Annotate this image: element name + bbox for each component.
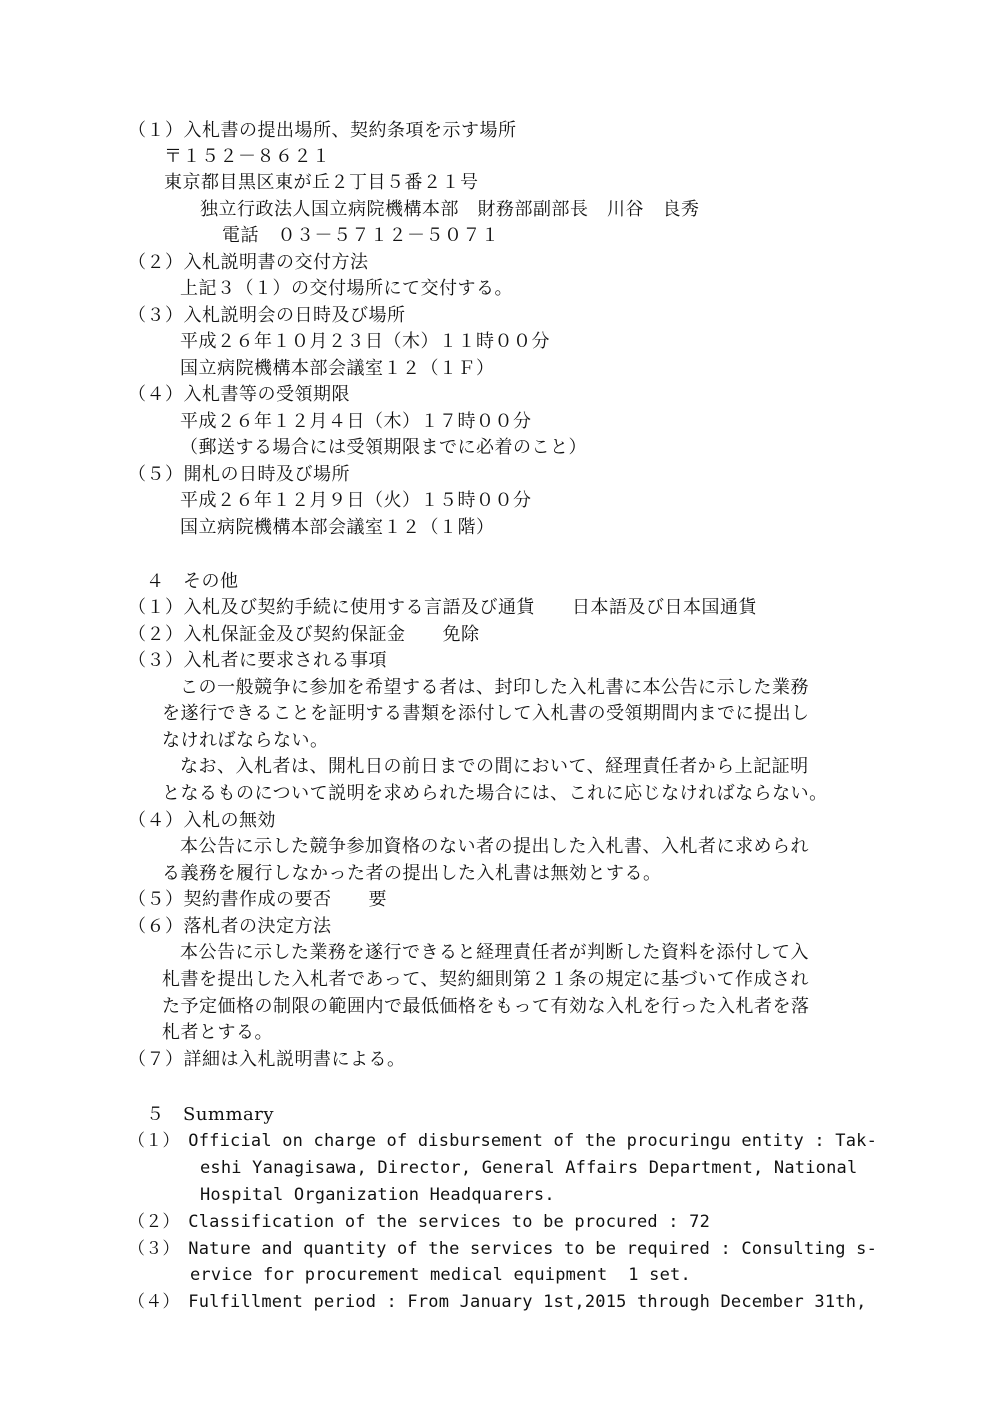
item-5-heading: （５）開札の日時及び場所: [128, 464, 350, 485]
paragraph-line: なお、入札者は、開札日の前日までの間において、経理責任者から上記証明: [180, 756, 809, 777]
summary-line: ervice for procurement medical equipment 1 set.: [190, 1265, 691, 1285]
section-5-title: ５ Summary: [146, 1104, 275, 1125]
paragraph-line: る義務を履行しなかった者の提出した入札書は無効とする。: [162, 863, 662, 884]
item-2-body: 上記３（１）の交付場所にて交付する。: [180, 278, 513, 299]
item-3-heading: （３）入札説明会の日時及び場所: [128, 305, 406, 326]
deadline-note: （郵送する場合には受領期限までに必着のこと）: [180, 437, 587, 458]
briefing-datetime: 平成２６年１０月２３日（木）１１時００分: [180, 331, 550, 352]
summary-item-2: （２） Classification of the services to be procured : 72: [128, 1212, 711, 1232]
opening-datetime: 平成２６年１２月９日（火）１５時００分: [180, 490, 532, 511]
paragraph-line: となるものについて説明を求められた場合には、これに応じなければならない。: [162, 783, 828, 804]
section-4-item-2: （２）入札保証金及び契約保証金 免除: [128, 624, 480, 645]
section-4-item-1: （１）入札及び契約手続に使用する言語及び通貨 日本語及び日本国通貨: [128, 597, 757, 618]
summary-line: Hospital Organization Headquarers.: [200, 1185, 555, 1205]
section-4-title: ４ その他: [146, 571, 239, 592]
paragraph-line: なければならない。: [162, 730, 329, 751]
address: 東京都目黒区東が丘２丁目５番２１号: [164, 172, 479, 193]
deadline-datetime: 平成２６年１２月４日（木）１７時００分: [180, 411, 532, 432]
item-2-heading: （２）入札説明書の交付方法: [128, 252, 369, 273]
paragraph-line: を遂行できることを証明する書類を添付して入札書の受領期間内までに提出し: [162, 703, 810, 724]
summary-line: eshi Yanagisawa, Director, General Affairs Department, National: [200, 1158, 858, 1178]
section-4-item-5: （５）契約書作成の要否 要: [128, 889, 387, 910]
section-4-item-7: （７）詳細は入札説明書による。: [128, 1049, 406, 1070]
summary-item-1: （１） Official on charge of disbursement of the procuringu entity : Tak-: [128, 1131, 878, 1151]
postal-code: 〒１５２－８６２１: [164, 146, 331, 167]
section-4-item-3-heading: （３）入札者に要求される事項: [128, 650, 387, 671]
section-4-item-4-heading: （４）入札の無効: [128, 810, 276, 831]
summary-item-4: （４） Fulfillment period : From January 1st,2015 through December 31th,: [128, 1292, 867, 1312]
phone-number: 電話 ０３－５７１２－５０７１: [222, 225, 500, 246]
section-4-item-6-heading: （６）落札者の決定方法: [128, 916, 332, 937]
item-1-heading: （１）入札書の提出場所、契約条項を示す場所: [128, 120, 517, 141]
item-4-heading: （４）入札書等の受領期限: [128, 384, 350, 405]
paragraph-line: この一般競争に参加を希望する者は、封印した入札書に本公告に示した業務: [180, 677, 809, 698]
paragraph-line: た予定価格の制限の範囲内で最低価格をもって有効な入札を行った入札者を落: [162, 996, 810, 1017]
opening-location: 国立病院機構本部会議室１２（１階）: [180, 517, 495, 538]
summary-item-3: （３） Nature and quantity of the services to be required : Consulting s-: [128, 1239, 878, 1259]
paragraph-line: 札書を提出した入札者であって、契約細則第２１条の規定に基づいて作成され: [162, 969, 809, 990]
briefing-location: 国立病院機構本部会議室１２（１Ｆ）: [180, 358, 495, 379]
paragraph-line: 札者とする。: [162, 1022, 273, 1043]
paragraph-line: 本公告に示した業務を遂行できると経理責任者が判断した資料を添付して入: [180, 942, 809, 963]
contact-person: 独立行政法人国立病院機構本部 財務部副部長 川谷 良秀: [200, 199, 700, 220]
paragraph-line: 本公告に示した競争参加資格のない者の提出した入札書、入札者に求められ: [180, 836, 809, 857]
